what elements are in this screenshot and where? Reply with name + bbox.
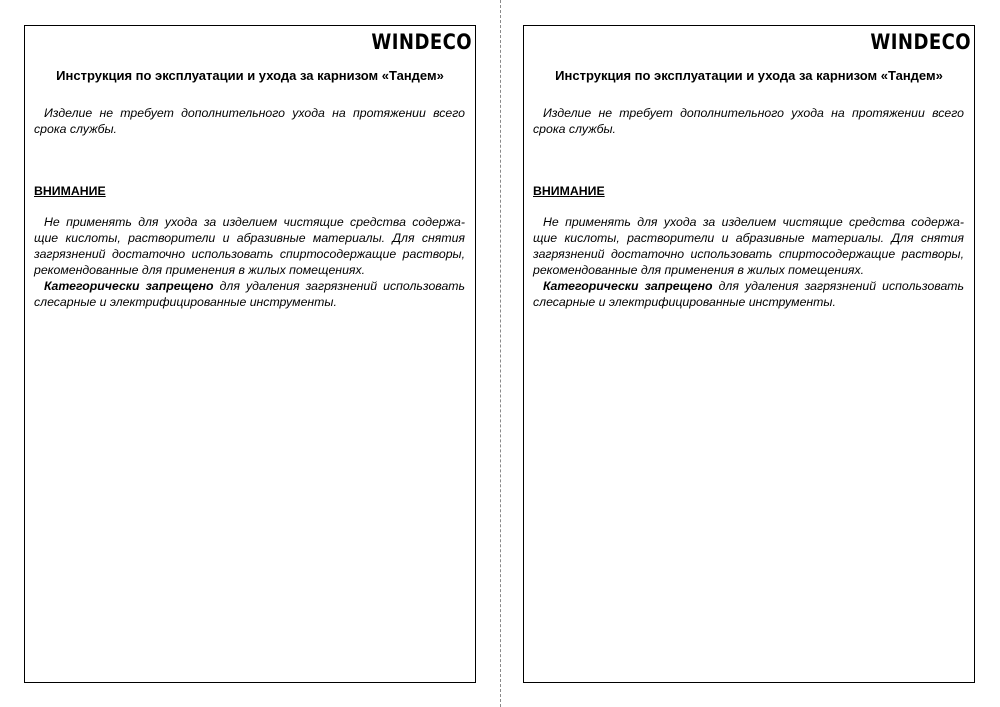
brand-logo: WINDECO	[870, 30, 971, 54]
prohibition-text: для удаления загрязнений использовать слесарные и электрифицированные инструменты.	[533, 279, 965, 309]
instruction-page-left	[24, 25, 476, 683]
page-title: Инструкция по эксплуатации и ухода за карнизом «Тандем»	[555, 68, 943, 83]
prohibition-paragraph	[533, 278, 964, 310]
warning-heading: ВНИМАНИЕ	[533, 184, 605, 198]
page-title: Инструкция по эксплуатации и ухода за карнизом «Тандем»	[56, 68, 444, 83]
intro-text: Изделие не требует дополнительного ухода на протяжении всего срока службы.	[533, 106, 964, 136]
warning-paragraph	[34, 214, 465, 278]
intro-paragraph	[533, 105, 964, 137]
warning-paragraph	[533, 214, 964, 278]
cut-line-divider	[500, 0, 501, 707]
instruction-page-right	[523, 25, 975, 683]
warning-text: Не применять для ухода за изделием чистящие средства содержа-щие кислоты, растворители и абразивные материалы. Для снятия загрязнений достаточно использовать спиртосодержащие растворы, рекомендованные для применения в жилых помещениях.	[34, 215, 465, 277]
brand-logo: WINDECO	[371, 30, 472, 54]
prohibition-lead: Категорически запрещено	[543, 279, 713, 293]
intro-text: Изделие не требует дополнительного ухода на протяжении всего срока службы.	[34, 106, 465, 136]
prohibition-text: для удаления загрязнений использовать слесарные и электрифицированные инструменты.	[34, 279, 466, 309]
prohibition-paragraph	[34, 278, 465, 310]
warning-heading: ВНИМАНИЕ	[34, 184, 106, 198]
warning-text: Не применять для ухода за изделием чистящие средства содержа-щие кислоты, растворители и абразивные материалы. Для снятия загрязнений достаточно использовать спиртосодержащие растворы, рекомендованные для применения в жилых помещениях.	[533, 215, 964, 277]
intro-paragraph	[34, 105, 465, 137]
prohibition-lead: Категорически запрещено	[44, 279, 214, 293]
